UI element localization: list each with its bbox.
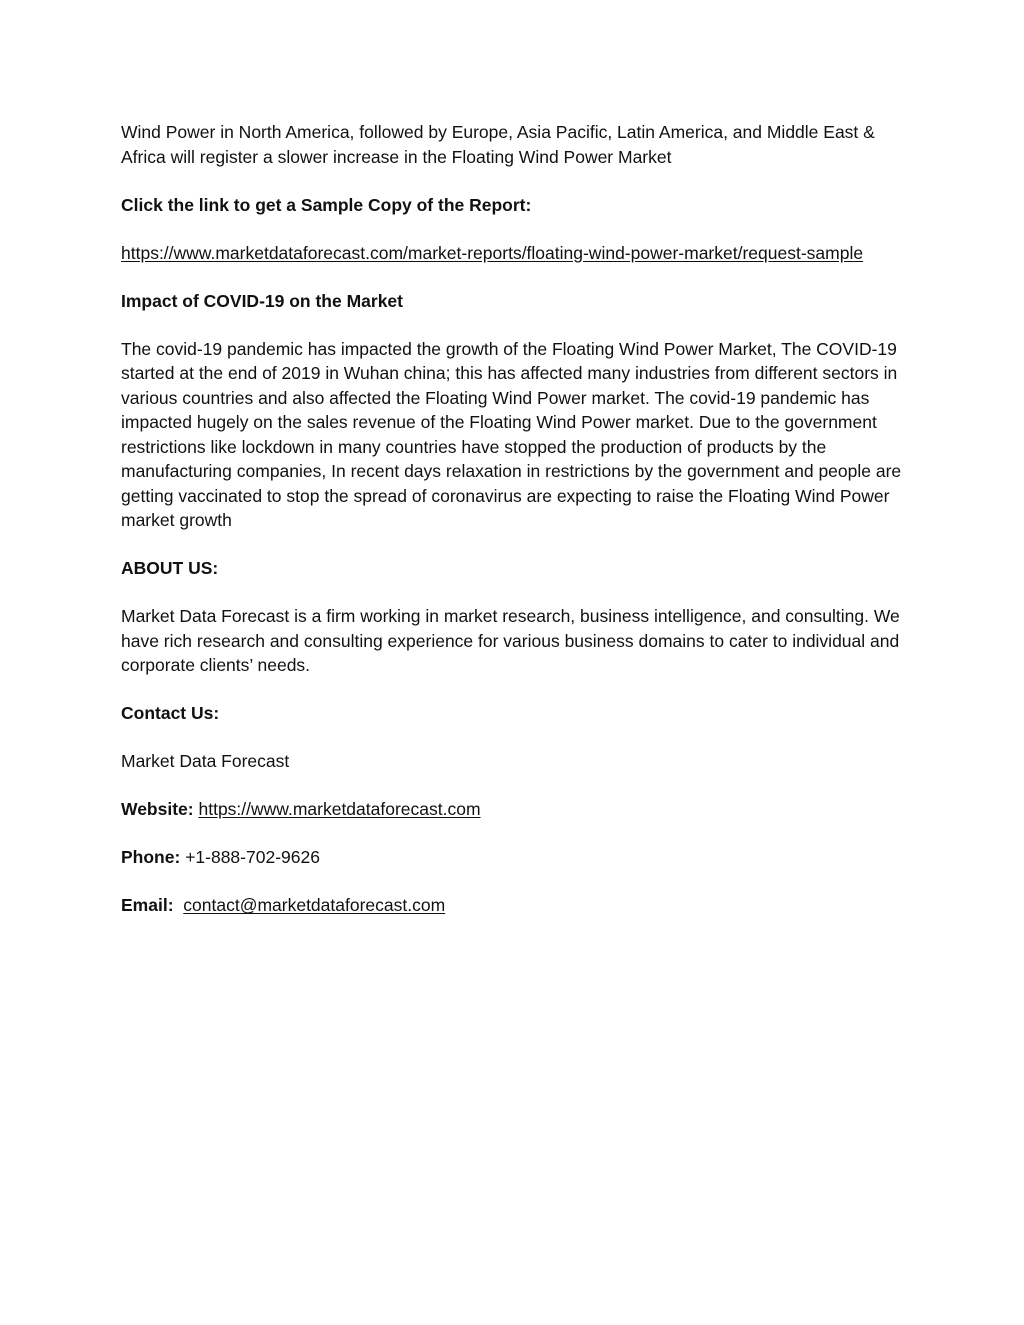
email-label: Email: [121,895,174,915]
intro-paragraph: Wind Power in North America, followed by Europe, Asia Pacific, Latin America, and Middle East & Africa will register a slower increase in the Floating Wind Power Market [121,122,875,167]
email-line [121,893,911,918]
sample-heading: Click the link to get a Sample Copy of the Report: [121,194,532,215]
sample-link-paragraph [121,241,911,266]
phone-label: Phone: [121,847,181,867]
about-paragraph: Market Data Forecast is a firm working in market research, business intelligence, and consulting. We have rich research and consulting experience for various business domains to cater to individual and corporate clients’ needs. [121,606,900,675]
website-label: Website: [121,799,194,819]
contact-heading: Contact Us: [121,703,220,723]
covid-heading: Impact of COVID-19 on the Market [121,290,403,311]
covid-paragraph: The covid-19 pandemic has impacted the growth of the Floating Wind Power Market, The COVID-19 started at the end of 2019 in Wuhan china; this has affected many industries from different sectors in various countries and also affected the Floating Wind Power market. The covid-19 pandemic has impacted hugely on the sales revenue of the Floating Wind Power market. Due to the government restrictions like lockdown in many countries have stopped the production of products by the manufacturing companies, In recent days relaxation in restrictions by the government and people are getting vaccinated to stop the spread of coronavirus are expecting to raise the Floating Wind Power market growth [121,338,902,530]
email-link[interactable]: contact@marketdataforecast.com [183,895,446,915]
phone-line [121,845,911,870]
document-page [121,120,911,941]
website-line [121,797,911,822]
company-name: Market Data Forecast [121,751,290,771]
phone-value: +1-888-702-9626 [185,847,320,867]
about-heading: ABOUT US: [121,558,219,578]
sample-request-link[interactable]: https://www.marketdataforecast.com/market-reports/floating-wind-power-market/request-sample [121,242,864,263]
website-link[interactable]: https://www.marketdataforecast.com [198,799,481,819]
